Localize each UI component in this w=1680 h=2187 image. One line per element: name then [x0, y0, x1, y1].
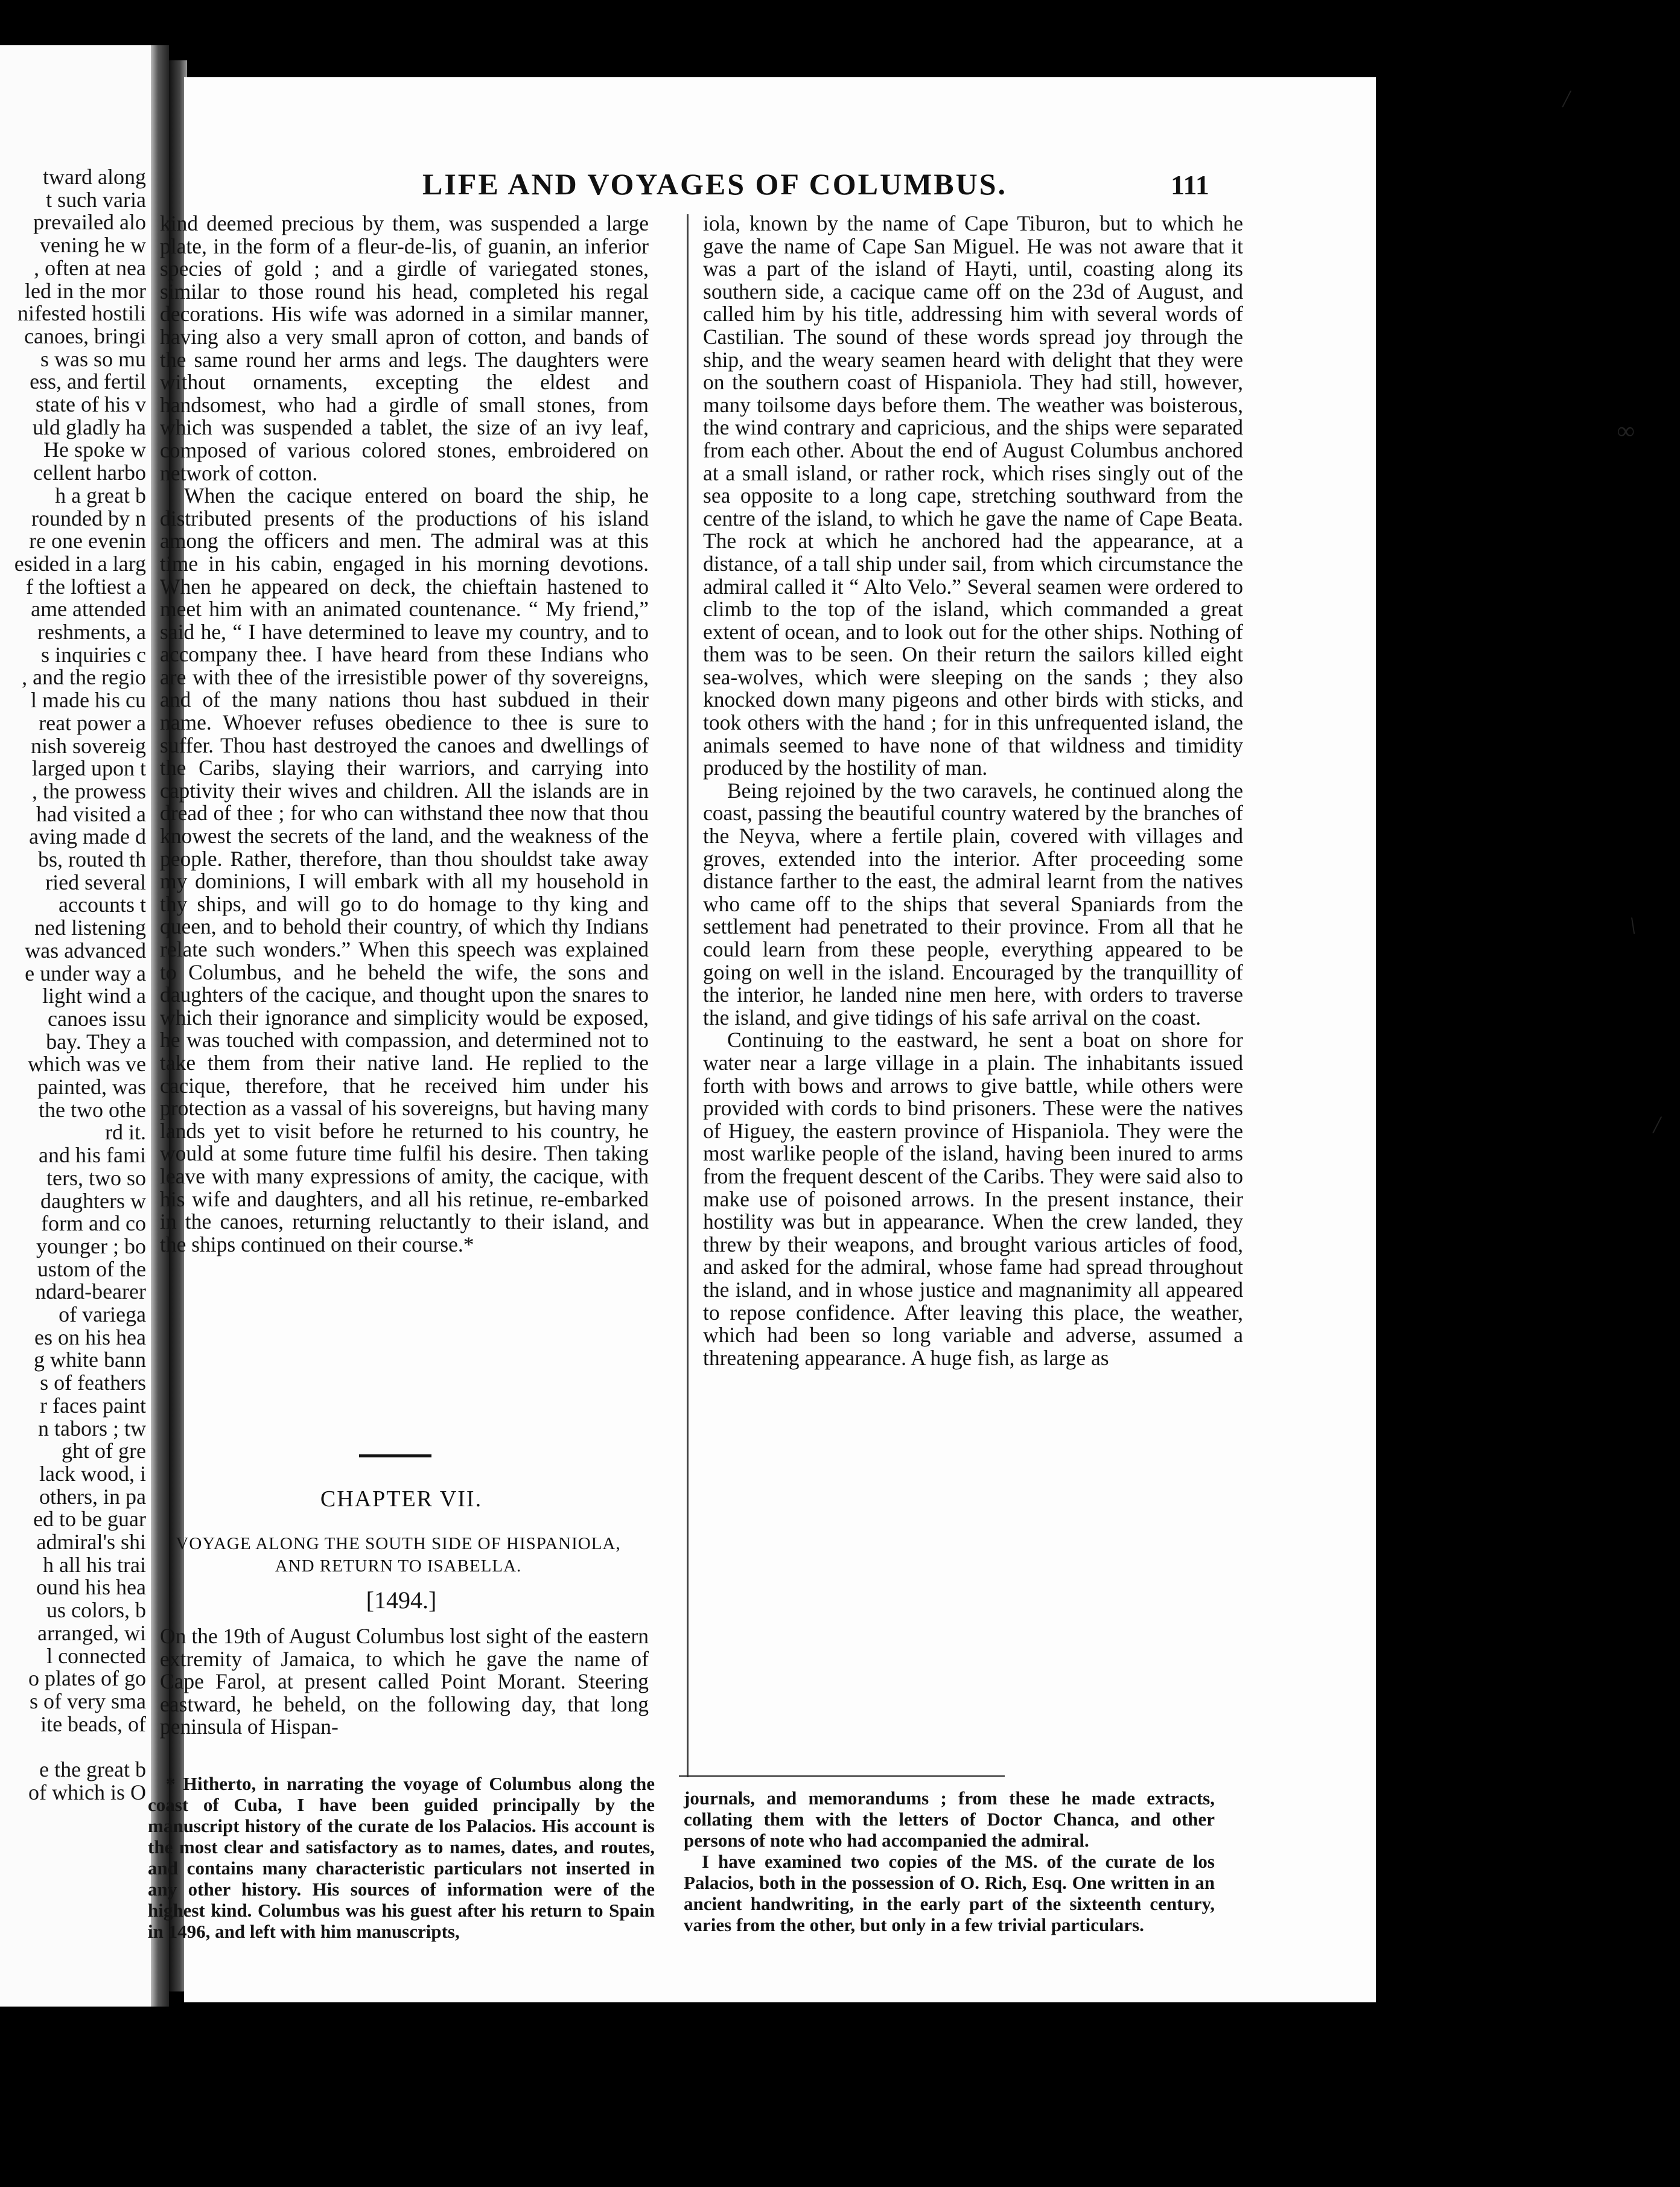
- left-page-line-fragment: canoes issu: [48, 1006, 146, 1031]
- left-page-line-fragment: ess, and fertil: [30, 369, 146, 394]
- left-page-line-fragment: l connected: [46, 1643, 146, 1668]
- left-page-line-fragment: admiral's shi: [36, 1530, 146, 1554]
- paragraph: Continuing to the eastward, he sent a boat on shore for water near a large village in a plain. The inhabitants issued forth with bows and arrows to give battle, while others were provided with cords to bind prisoners. These were the natives of Higuey, the eastern province of Hispaniola. They were the most warlike people of the island, having been inured to arms from the frequent descent of the Caribs. They were said also to make use of poisoned arrows. In the present instance, their hostility was but in appearance. When the crew landed, they threw by their weapons, and brought various articles of food, and asked for the admiral, whose fame had spread throughout the island, and in whose justice and magnanimity all appeared to repose confidence. After leaving this place, the weather, which had been so long variable and adverse, assumed a threatening appearance. A huge fish, as large as: [703, 1028, 1243, 1370]
- left-page-line-fragment: uld gladly ha: [33, 415, 146, 439]
- left-page-line-fragment: esided in a larg: [14, 551, 146, 576]
- left-page-line-fragment: nish sovereig: [31, 733, 146, 758]
- left-page-line-fragment: h a great b: [55, 483, 146, 508]
- left-page-line-fragment: accounts t: [59, 893, 146, 917]
- body-column-left-lower: [160, 1625, 649, 1739]
- chapter-subtitle-line: AND RETURN TO ISABELLA.: [275, 1556, 522, 1576]
- left-page-line-fragment: rounded by n: [31, 506, 146, 530]
- left-page-line-fragment: reat power a: [39, 710, 146, 735]
- left-page-line-fragment: bs, routed th: [38, 847, 146, 871]
- left-page-line-fragment: us colors, b: [46, 1598, 146, 1623]
- left-page-line-fragment: ustom of the: [37, 1256, 146, 1281]
- left-page-line-fragment: t such varia: [46, 187, 146, 212]
- paragraph: When the cacique entered on board the ship, he distributed presents of the productions of his island among the officers and men. The admiral was at this time in his cabin, engaged in his morning devotions. When he appeared on deck, the chieftain hastened to meet him with an animated countenance. “ My friend,” said he, “ I have determined to leave my country, and to accompany thee. I have heard from these Indians who are with thee of the irresistible power of thy sovereigns, and of the many nations thou hast subdued in their name. Whoever refuses obedience to thee is sure to suffer. Thou hast destroyed the canoes and dwellings of the Caribs, slaying their warriors, and carrying into captivity their wives and children. All the islands are in dread of thee ; for who can withstand thee now that thou knowest the secrets of the land, and the weakness of the people. Rather, therefore, than thou shouldst take away my dominions, I will embark with all my household in thy ships, and will go to do homage to thy king and queen, and to behold their country, of which thy Indians relate such wonders.” When this speech was explained to Columbus, and he beheld the wife, the sons and daughters of the cacique, and thought upon the snares to which their ignorance and simplicity would be exposed, he was touched with compassion, and determined not to take them from their native land. He replied to the cacique, therefore, that he received him under his protection as a vassal of his sovereigns, but having many lands yet to visit before he returned to his country, he would at some future time fulfil his desire. Then taking leave with many expressions of amity, the cacique, with his wife and daughters, and all his retinue, re-embarked in the canoes, returning reluctantly to their island, and the ships continued on their course.*: [160, 483, 649, 1256]
- footnote-text: journals, and memorandums ; from these he made extracts, collating them with the letters of Doctor Chanca, and other persons of note who had accompanied the admiral.: [684, 1787, 1215, 1851]
- left-page-line-fragment: prevailed alo: [33, 210, 146, 235]
- left-page-line-fragment: was advanced: [25, 938, 146, 963]
- chapter-year: [1494.]: [366, 1587, 437, 1614]
- left-page-line-fragment: r faces paint: [40, 1393, 146, 1418]
- margin-mark: /: [1563, 85, 1570, 112]
- chapter-rule: [359, 1454, 431, 1457]
- left-page-line-fragment: , and the regio: [22, 665, 146, 690]
- left-page-line-fragment: of variega: [59, 1302, 146, 1326]
- column-divider: [687, 214, 689, 1777]
- left-page-line-fragment: rd it.: [105, 1120, 146, 1145]
- running-header-title: LIFE AND VOYAGES OF COLUMBUS.: [422, 167, 1008, 201]
- left-page-line-fragment: tward along: [43, 165, 146, 189]
- left-page-line-fragment: ndard-bearer: [35, 1279, 146, 1304]
- left-page-line-fragment: l made his cu: [31, 688, 146, 713]
- margin-mark: \: [1629, 912, 1637, 939]
- footnote-left: [148, 1773, 655, 1942]
- adjacent-left-page: [0, 45, 151, 2007]
- left-page-line-fragment: , the prowess: [32, 778, 146, 803]
- left-page-line-fragment: ame attended: [31, 597, 146, 622]
- left-page-line-fragment: others, in pa: [39, 1484, 146, 1509]
- left-page-line-fragment: ried several: [45, 870, 146, 894]
- left-page-line-fragment: younger ; bo: [36, 1234, 146, 1258]
- left-page-line-fragment: e the great b: [39, 1757, 146, 1781]
- left-page-line-fragment: s was so mu: [40, 346, 146, 371]
- left-page-line-fragment: painted, was: [37, 1075, 146, 1099]
- left-page-line-fragment: e under way a: [25, 961, 146, 985]
- left-page-line-fragment: He spoke w: [43, 438, 146, 462]
- page-number: 111: [1171, 170, 1209, 200]
- left-page-line-fragment: es on his hea: [34, 1325, 146, 1349]
- left-page-line-fragment: ite beads, of: [40, 1711, 146, 1736]
- left-page-line-fragment: o plates of go: [28, 1666, 146, 1691]
- footnote-text: I have examined two copies of the MS. of the curate de los Palacios, both in the possession of O. Rich, Esq. One written in an ancient handwriting, in the early part of the sixteenth century, varies from the other, but only in a few trivial particulars.: [684, 1851, 1215, 1935]
- left-page-line-fragment: s of very sma: [30, 1689, 146, 1713]
- left-page-line-fragment: reshments, a: [37, 620, 146, 644]
- left-page-line-fragment: light wind a: [42, 984, 146, 1008]
- left-page-line-fragment: h all his trai: [43, 1552, 146, 1577]
- left-page-line-fragment: larged upon t: [31, 756, 146, 781]
- chapter-subtitle: [148, 1533, 649, 1577]
- chapter-heading: CHAPTER VII.: [320, 1486, 483, 1512]
- left-page-line-fragment: , often at nea: [34, 255, 146, 280]
- paragraph: kind deemed precious by them, was suspended a large plate, in the form of a fleur-de-lis, of guanin, an inferior species of gold ; and a girdle of variegated stones, similar to those round his head, completed his regal decorations. His wife was adorned in a similar manner, having also a very small apron of cotton, and bands of the same round her arms and legs. The daughters were without ornaments, excepting the eldest and handsomest, who had a girdle of small stones, from which was suspended a tablet, the size of an ivy leaf, composed of various colored stones, embroidered on network of cotton.: [160, 211, 649, 485]
- chapter-subtitle-line: VOYAGE ALONG THE SOUTH SIDE OF HISPANIOLA,: [176, 1534, 621, 1553]
- paragraph: On the 19th of August Columbus lost sight of the eastern extremity of Jamaica, to which he gave the name of Cape Farol, at present called Point Morant. Steering eastward, he beheld, on the following day, that long peninsula of Hispan-: [160, 1624, 649, 1739]
- left-page-line-fragment: bay. They a: [46, 1029, 146, 1054]
- left-page-line-fragment: daughters w: [40, 1188, 146, 1213]
- left-page-line-fragment: n tabors ; tw: [38, 1416, 146, 1440]
- footnote-rule: [679, 1775, 1005, 1777]
- left-page-line-fragment: of which is O: [28, 1780, 146, 1804]
- left-page-line-fragment: the two othe: [39, 1097, 146, 1122]
- left-page-line-fragment: cellent harbo: [33, 460, 146, 485]
- paragraph: Being rejoined by the two caravels, he continued along the coast, passing the beautiful country watered by the branches of the Neyva, where a fertile plain, covered with villages and groves, extended into the interior. After proceeding some distance farther to the east, the admiral learnt from the natives who came off to the ships that several Spaniards from the settlement had penetrated to their province. From all that he could learn from these people, everything appeared to be going on well in the island. Encouraged by the tranquillity of the interior, he landed nine men here, with orders to traverse the island, and give tidings of his safe arrival on the coast.: [703, 778, 1243, 1030]
- left-page-line-fragment: led in the mor: [25, 278, 146, 303]
- left-page-line-fragment: g white bann: [34, 1348, 146, 1372]
- left-page-line-fragment: s of feathers: [40, 1370, 146, 1395]
- left-page-line-fragment: ed to be guar: [33, 1507, 146, 1532]
- left-page-line-fragment: s inquiries c: [41, 642, 146, 667]
- left-page-line-fragment: had visited a: [36, 801, 146, 826]
- body-column-left: [160, 212, 649, 1256]
- left-page-line-fragment: ght of gre: [62, 1439, 146, 1463]
- left-page-line-fragment: f the loftiest a: [26, 574, 146, 599]
- left-page-line-fragment: arranged, wi: [37, 1620, 146, 1645]
- footnote-right: [684, 1787, 1215, 1935]
- left-page-line-fragment: re one evenin: [29, 529, 146, 553]
- left-page-line-fragment: ned listening: [34, 915, 146, 940]
- left-page-line-fragment: canoes, bringi: [24, 323, 146, 348]
- left-page-line-fragment: state of his v: [36, 392, 146, 416]
- left-page-line-fragment: ound his hea: [36, 1575, 146, 1600]
- left-page-line-fragment: and his fami: [39, 1143, 146, 1168]
- margin-mark: /: [1653, 1111, 1661, 1138]
- left-page-line-fragment: which was ve: [28, 1052, 146, 1077]
- footnote-text: * Hitherto, in narrating the voyage of Columbus along the coast of Cuba, I have been guided principally by the manuscript history of the curate de los Palacios. His account is the most clear and satisfactory as to names, dates, and routes, and contains many characteristic particulars not inserted in any other history. His sources of information were of the highest kind. Columbus was his guest after his return to Spain in 1496, and left with him manuscripts,: [148, 1773, 655, 1942]
- left-page-line-fragment: ters, two so: [46, 1165, 146, 1190]
- left-page-line-fragment: aving made d: [29, 824, 146, 849]
- body-column-right: [703, 212, 1243, 1369]
- left-page-line-fragment: nifested hostili: [18, 301, 146, 326]
- left-page-line-fragment: form and co: [41, 1211, 146, 1236]
- margin-mark: ∞: [1617, 417, 1635, 444]
- paragraph: iola, known by the name of Cape Tiburon, but to which he gave the name of Cape San Miguel. He was not aware that it was a part of the island of Hayti, until, coasting along its southern side, a cacique came off on the 23d of August, and called him by his title, addressing him with several words of Castilian. The sound of these words spread joy through the ship, and the weary seamen heard with delight that they were on the southern coast of Hispaniola. They had still, however, many toilsome days before them. The weather was boisterous, the wind contrary and capricious, and the ships were separated from each other. About the end of August Columbus anchored at a small island, or rather rock, which rises singly out of the sea opposite to a long cape, stretching southward from the centre of the island, to which he gave the name of Cape Beata. The rock at which he anchored had the appearance, at a distance, of a tall ship under sail, from which circumstance the admiral called it “ Alto Velo.” Several seamen were ordered to climb to the top of the island, which commanded a great extent of ocean, and to look out for the other ships. Nothing of them was to be seen. On their return the sailors killed eight sea-wolves, which were sleeping on the sands ; they also knocked down many pigeons and other birds with sticks, and took others with the hand ; for in this unfrequented island, the animals seemed to have none of that wildness and timidity produced by the hostility of man.: [703, 211, 1243, 780]
- left-page-line-fragment: lack wood, i: [39, 1461, 146, 1486]
- left-page-line-fragment: vening he w: [40, 233, 146, 258]
